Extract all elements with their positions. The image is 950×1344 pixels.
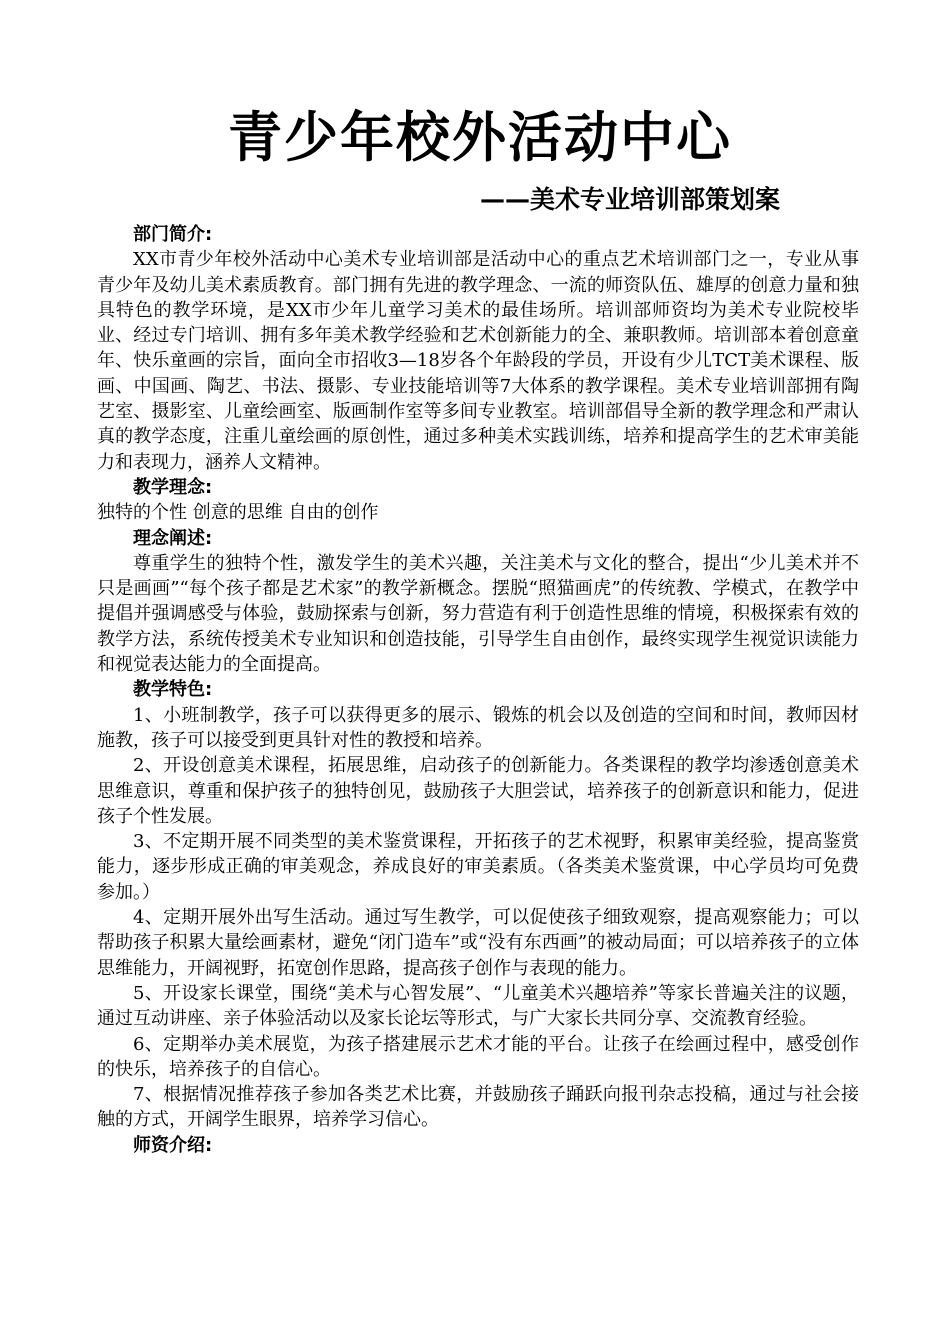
section-text-explanation: 尊重学生的独特个性，激发学生的美术兴趣，关注美术与文化的整合，提出“少儿美术并不只是画画”“每个孩子都是艺术家”的教学新概念。摆脱“照猫画虎”的传统教、学模式，在教学中提倡并强调感受与体验，鼓励探索与创新，努力营造有利于创造性思维的情境，积极探索有效的教学方法，系统传授美术专业知识和创造技能，引导学生自由创作，最终实现学生视觉识读能力和视觉表达能力的全面提高。 bbox=[97, 552, 859, 676]
document-title: 青少年校外活动中心 bbox=[228, 106, 732, 169]
document-body bbox=[97, 222, 859, 1158]
section-heading-features: 教学特色: bbox=[133, 679, 213, 701]
section-heading-explanation: 理念阐述: bbox=[133, 527, 213, 549]
section-heading-teachers: 师资介绍: bbox=[133, 1134, 213, 1156]
section-text-intro: XX市青少年校外活动中心美术专业培训部是活动中心的重点艺术培训部门之一，专业从事青少年及幼儿美术素质教育。部门拥有先进的教学理念、一流的师资队伍、雄厚的创意力量和独具特色的教学环境，是XX市少年儿童学习美术的最佳场所。培训部师资均为美术专业院校毕业、经过专门培训、拥有多年美术教学经验和艺术创新能力的全、兼职教师。培训部本着创意童年、快乐童画的宗旨，面向全市招收3—18岁各个年龄段的学员，开设有少儿TCT美术课程、版画、中国画、陶艺、书法、摄影、专业技能培训等7大体系的教学课程。美术专业培训部拥有陶艺室、摄影室、儿童绘画室、版画制作室等多间专业教室。培训部倡导全新的教学理念和严肃认真的教学态度，注重儿童绘画的原创性，通过多种美术实践训练，培养和提高学生的艺术审美能力和表现力，涵养人文精神。 bbox=[97, 249, 859, 473]
feature-item-7: 7、根据情况推荐孩子参加各类艺术比赛，并鼓励孩子踊跃向报刊杂志投稿，通过与社会接触的方式，开阔学生眼界，培养学习信心。 bbox=[97, 1084, 859, 1131]
section-heading-intro: 部门简介: bbox=[133, 224, 213, 245]
document-subtitle: ——美术专业培训部策划案 bbox=[480, 185, 781, 214]
section-heading-philosophy: 教学理念: bbox=[133, 476, 213, 498]
feature-item-4: 4、定期开展外出写生活动。通过写生教学，可以促使孩子细致观察，提高观察能力；可以帮助孩子积累大量绘画素材，避免“闭门造车”或“没有东西画”的被动局面；可以培养孩子的立体思维能力，开阔视野，拓宽创作思路，提高孩子创作与表现的能力。 bbox=[97, 907, 859, 979]
section-text-philosophy: 独特的个性 创意的思维 自由的创作 bbox=[97, 502, 379, 524]
feature-item-2: 2、开设创意美术课程，拓展思维，启动孩子的创新能力。各类课程的教学均渗透创意美术思维意识，尊重和保护孩子的独特创见，鼓励孩子大胆尝试，培养孩子的创新意识和能力，促进孩子个性发展。 bbox=[97, 755, 859, 827]
feature-item-3: 3、不定期开展不同类型的美术鉴赏课程，开拓孩子的艺术视野，积累审美经验，提高鉴赏能力，逐步形成正确的审美观念，养成良好的审美素质。（各类美术鉴赏课，中心学员均可免费参加。） bbox=[97, 831, 859, 903]
feature-item-6: 6、定期举办美术展览，为孩子搭建展示艺术才能的平台。让孩子在绘画过程中，感受创作的快乐，培养孩子的自信心。 bbox=[97, 1033, 859, 1080]
feature-item-5: 5、开设家长课堂，围绕“美术与心智发展”、“儿童美术兴趣培养”等家长普遍关注的议题，通过互动讲座、亲子体验活动以及家长论坛等形式，与广大家长共同分享、交流教育经验。 bbox=[97, 982, 859, 1030]
feature-item-1: 1、小班制教学，孩子可以获得更多的展示、锻炼的机会以及创造的空间和时间，教师因材施教，孩子可以接受到更具针对性的教授和培养。 bbox=[97, 704, 859, 751]
